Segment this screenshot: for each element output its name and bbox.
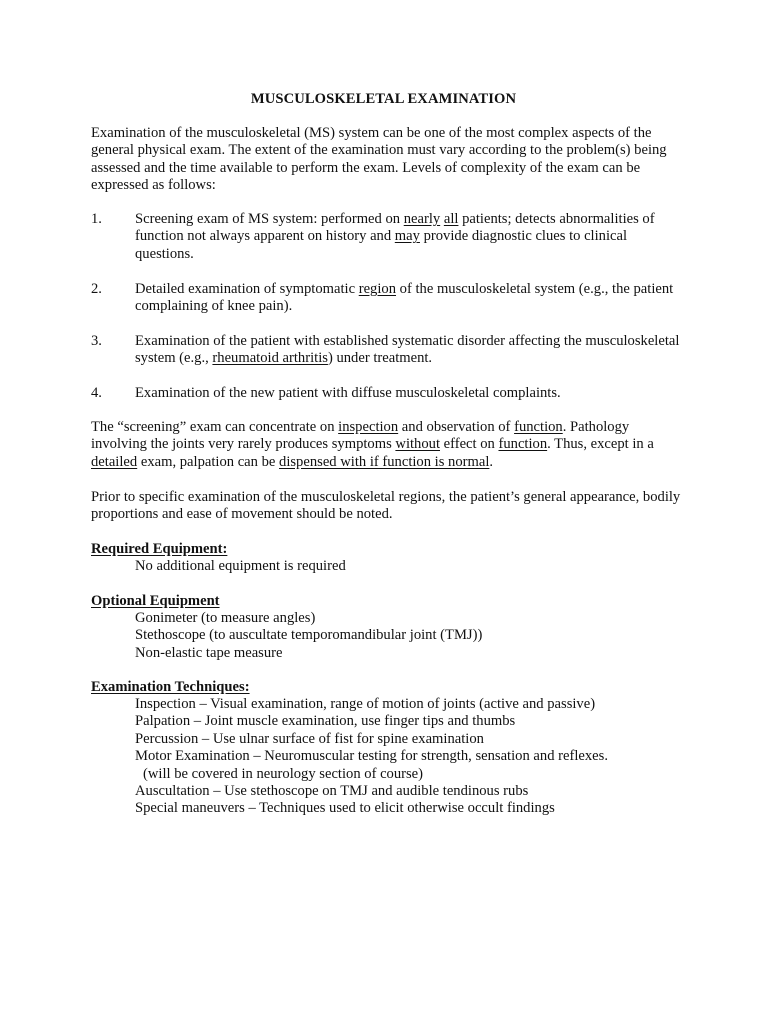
- optional-equipment-heading: Optional Equipment: [91, 593, 220, 609]
- underlined-text: inspection: [338, 419, 399, 435]
- required-equipment-heading: Required Equipment:: [91, 541, 228, 557]
- prior-paragraph: Prior to specific examination of the musculoskeletal regions, the patient’s general appearance, bodily proportions and ease of movement should be noted.: [91, 489, 681, 523]
- level-text: Examination of the patient with established systematic disorder affecting the musculoskeletal system (e.g., rheumatoid arthritis) under treatment.: [135, 333, 680, 367]
- level-number: 3.: [91, 333, 102, 349]
- underlined-text: rheumatoid arthritis: [212, 350, 328, 367]
- list-item: Palpation – Joint muscle examination, use finger tips and thumbs: [135, 713, 516, 730]
- underlined-text: all: [443, 211, 459, 227]
- list-item: Auscultation – Use stethoscope on TMJ and audible tendinous rubs: [135, 782, 529, 799]
- optional-equipment-list: [135, 610, 695, 662]
- list-item: Gonimeter (to measure angles): [135, 610, 316, 626]
- level-number: 4.: [91, 385, 102, 401]
- underlined-text: detailed: [91, 453, 138, 470]
- level-text: Screening exam of MS system: performed on nearly all patients; detects abnormalities of function not always apparent on history and may provide diagnostic clues to clinical questions.: [135, 211, 655, 262]
- examination-techniques-heading: Examination Techniques:: [91, 679, 250, 695]
- list-item: Motor Examination – Neuromuscular testing for strength, sensation and reflexes.: [135, 748, 608, 765]
- underlined-text: function: [498, 436, 548, 453]
- underlined-text: function: [514, 419, 563, 435]
- underlined-text: nearly: [403, 211, 441, 227]
- level-number: 1.: [91, 211, 102, 227]
- list-item: Special maneuvers – Techniques used to elicit otherwise occult findings: [135, 800, 555, 817]
- required-equipment-list: [135, 558, 695, 575]
- underlined-text: may: [394, 228, 420, 245]
- examination-techniques-list: [135, 696, 695, 818]
- level-text: Detailed examination of symptomatic region of the musculoskeletal system (e.g., the patient complaining of knee pain).: [135, 281, 674, 315]
- list-item: Stethoscope (to auscultate temporomandibular joint (TMJ)): [135, 627, 483, 644]
- level-number: 2.: [91, 281, 102, 297]
- underlined-text: region: [358, 281, 397, 297]
- page-title: MUSCULOSKELETAL EXAMINATION: [250, 91, 517, 107]
- list-item: Percussion – Use ulnar surface of fist for spine examination: [135, 730, 484, 747]
- level-item-2: [91, 281, 681, 316]
- level-item-4: [91, 385, 681, 402]
- underlined-text: without: [395, 436, 440, 453]
- intro-paragraph: Examination of the musculoskeletal (MS) system can be one of the most complex aspects of the general physical exam. The extent of the examination must vary according to the problem(s) being assessed and the time available to perform the exam. Levels of complexity of the exam can be expressed as follows:: [91, 125, 667, 194]
- level-item-3: [91, 333, 681, 368]
- underlined-text: dispensed with if function is normal: [279, 453, 490, 470]
- screening-paragraph: The “screening” exam can concentrate on inspection and observation of function. Pathology involving the joints very rarely produces symptoms without effect on function. Thus, except in a detailed exam, palpation can be dispensed with if function is normal.: [91, 419, 654, 470]
- level-item-1: [91, 211, 681, 263]
- level-text: Examination of the new patient with diffuse musculoskeletal complaints.: [135, 385, 561, 401]
- list-item: Non-elastic tape measure: [135, 644, 283, 661]
- list-item-note: (will be covered in neurology section of course): [143, 765, 424, 782]
- list-item: No additional equipment is required: [135, 558, 346, 574]
- list-item: Inspection – Visual examination, range of motion of joints (active and passive): [135, 696, 596, 712]
